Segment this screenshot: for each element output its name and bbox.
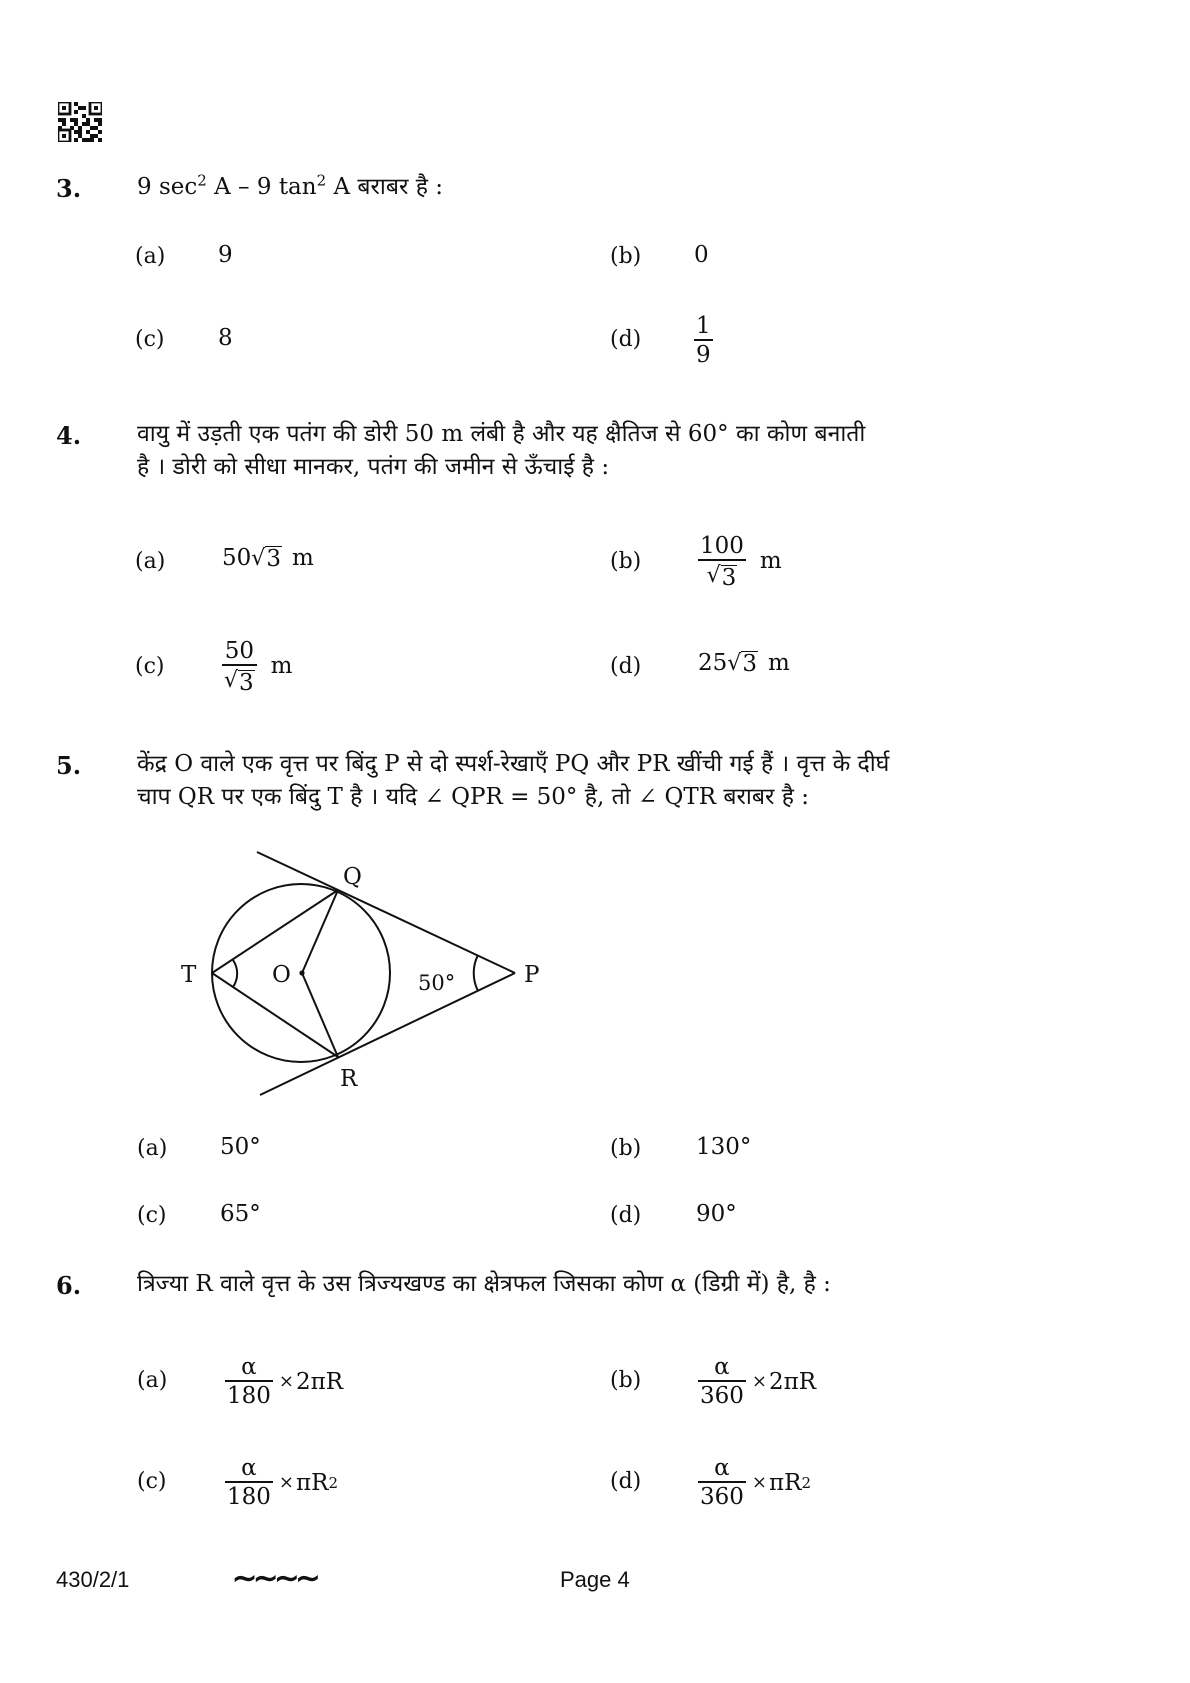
question-number: 6. [56,1271,82,1300]
paper-code: 430/2/1 [56,1567,130,1592]
option-value: 50 √ 3 m [224,638,293,696]
question-number: 4. [56,421,82,450]
label-q: Q [343,864,362,890]
option-label: (d) [610,1469,642,1494]
question-text-line: वायु में उड़ती एक पतंग की डोरी 50 m लंबी है और यह क्षैतिज से 60° का कोण बनाती [137,421,866,447]
option-value: 65° [220,1201,261,1227]
option-label: (b) [610,1368,642,1393]
question-text-line: चाप QR पर एक बिंदु T है । यदि ∠ QPR = 50° है, तो ∠ QTR बराबर है : [137,784,809,810]
option-value: $\frac{\alpha}{180}$ × 2πR [227,1354,344,1409]
question-number: 5. [56,751,82,780]
question-number: 3. [56,174,82,203]
option-value: $\frac{\alpha}{360}$ × πR 2 [700,1455,811,1510]
option-label: (b) [610,549,642,574]
option-value: 50° [220,1134,261,1160]
option-label: (d) [610,327,642,352]
label-p: P [524,962,540,988]
option-value: 25 √ 3 m [698,650,790,677]
option-label: (c) [135,327,165,352]
option-value: $\frac{\alpha}{180}$ × πR 2 [227,1455,338,1510]
option-value: 50 √ 3 m [222,545,314,572]
option-value: 0 [694,242,709,268]
wave-decoration: ∼∼∼∼ [232,1562,317,1595]
label-angle: 50° [418,971,456,995]
center-dot [299,970,304,975]
option-label: (c) [137,1469,167,1494]
option-label: (c) [137,1203,167,1228]
option-label: (c) [135,654,165,679]
label-o: O [272,962,291,988]
option-value: 100 √ 3 m [700,533,782,591]
option-label: (a) [135,244,166,269]
angle-arc-t [233,960,237,987]
option-value: 9 [218,242,233,268]
tangent-pq [257,852,515,973]
option-label: (d) [610,1203,642,1228]
angle-arc-p [474,955,478,991]
question-text-line: त्रिज्या R वाले वृत्त के उस त्रिज्यखण्ड का क्षेत्रफल जिसका कोण α (डिग्री में) है, है : [137,1271,831,1297]
option-value: 8 [218,325,233,351]
option-value: $\frac{\alpha}{360}$ × 2πR [700,1354,817,1409]
option-value: 90° [696,1201,737,1227]
question-text-line: है । डोरी को सीधा मानकर, पतंग की जमीन से ऊँचाई है : [137,454,610,480]
option-value: 130° [696,1134,752,1160]
question-text: 9 $\sec^2 A - 9$ $\tan^2 A$ बराबर है : [137,171,444,200]
option-label: (d) [610,654,642,679]
label-t: T [181,962,197,988]
option-label: (b) [610,1136,642,1161]
option-label: (a) [137,1368,168,1393]
page-number: Page 4 [560,1567,630,1592]
question-text-line: केंद्र O वाले एक वृत्त पर बिंदु P से दो स्पर्श-रेखाएँ PQ और PR खींची गई हैं । वृत्त के दीर्घ [137,751,890,777]
option-label: (b) [610,244,642,269]
label-r: R [340,1066,358,1092]
option-label: (a) [135,549,166,574]
option-label: (a) [137,1136,168,1161]
option-value: $\frac{1}{9}$ [696,313,711,368]
